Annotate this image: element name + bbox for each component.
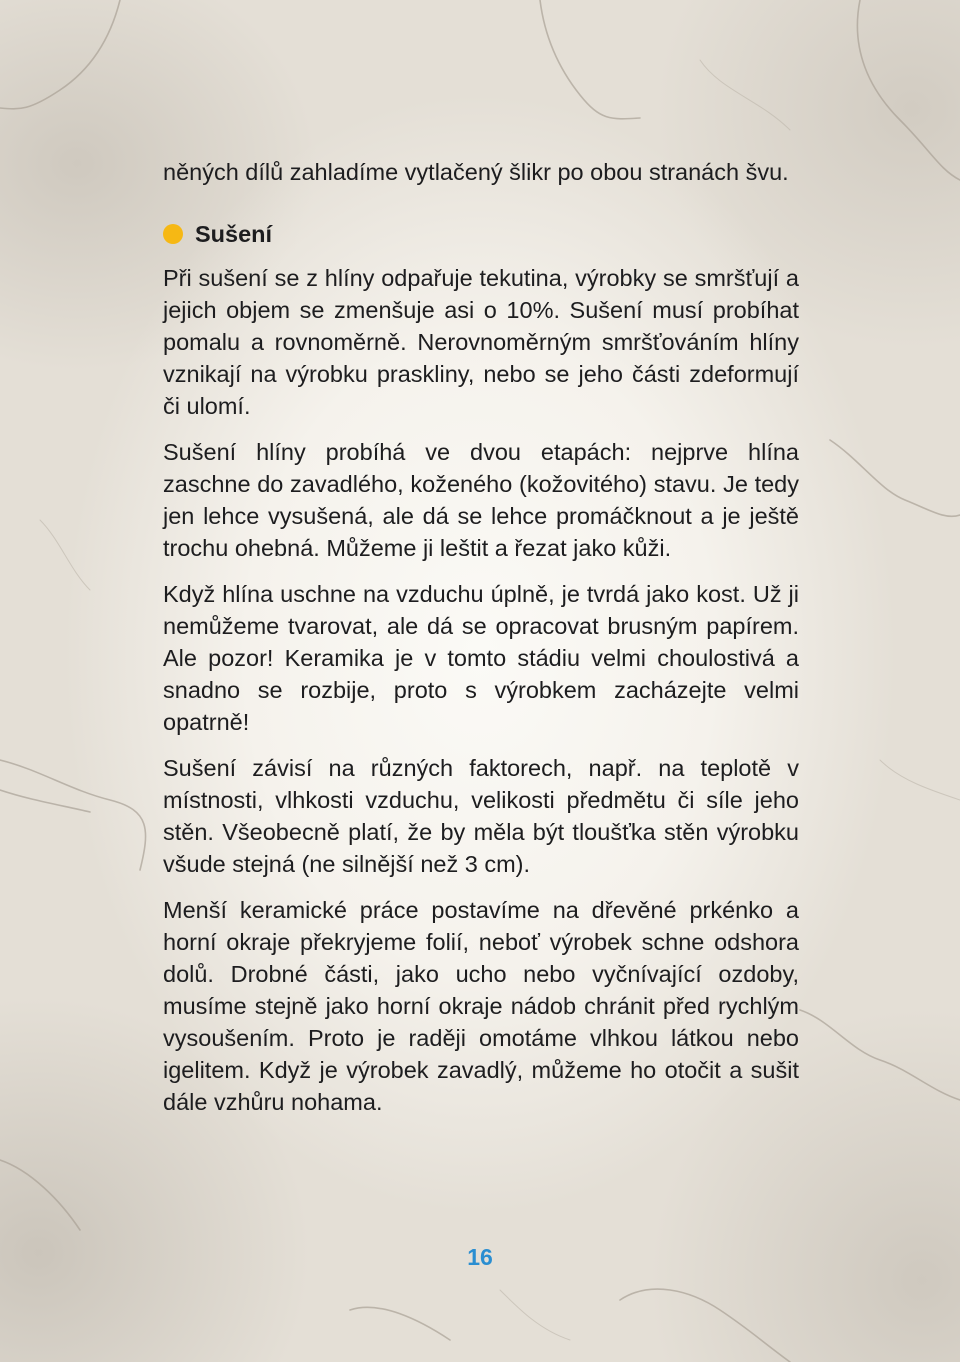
section-heading xyxy=(163,218,799,250)
page-text-column xyxy=(163,156,799,1132)
paragraph-1: Při sušení se z hlíny odpařuje tekutina, výrobky se smršťují a jejich objem se zmenšuje asi o 10%. Sušení musí probíhat pomalu a rovnoměrně. Nerovnoměrným smršťováním hlíny vznikají na výrobku praskliny, nebo se jeho části zdeformují či ulomí. xyxy=(163,265,799,419)
continuation-paragraph: něných dílů zahladíme vytlačený šlikr po obou stranách švu. xyxy=(163,159,789,185)
page-number: 16 xyxy=(467,1244,493,1270)
section-title: Sušení xyxy=(195,221,273,247)
paragraph-5: Menší keramické práce postavíme na dřevěné prkénko a horní okraje překryjeme folií, neboť výrobek schne odshora dolů. Drobné části, jako ucho nebo vyčnívající ozdoby, musíme stejně jako horní okraje nádob chránit před rychlým vysoušením. Proto je raději omotáme vlhkou látkou nebo igelitem. Když je výrobek zavadlý, můžeme ho otočit a sušit dále vzhůru nohama. xyxy=(163,897,799,1115)
paragraph-4: Sušení závisí na různých faktorech, např. na teplotě v místnosti, vlhkosti vzduchu, velikosti předmětu či síle jeho stěn. Všeobecně platí, že by měla být tloušťka stěn výrobku všude stejná (ne silnější než 3 cm). xyxy=(163,755,799,877)
paragraph-3: Když hlína uschne na vzduchu úplně, je tvrdá jako kost. Už ji nemůžeme tvarovat, ale dá se opracovat brusným papírem. Ale pozor! Keramika je v tomto stádiu velmi choulostivá a snadno se rozbije, proto s výrobkem zacházejte velmi opatrně! xyxy=(163,581,799,735)
bullet-circle-icon xyxy=(163,224,183,244)
paragraph-2: Sušení hlíny probíhá ve dvou etapách: nejprve hlína zaschne do zavadlého, koženého (kožovitého) stavu. Je tedy jen lehce vysušená, ale dá se lehce promáčknout a je ještě trochu ohebná. Můžeme ji leštit a řezat jako kůži. xyxy=(163,439,799,561)
